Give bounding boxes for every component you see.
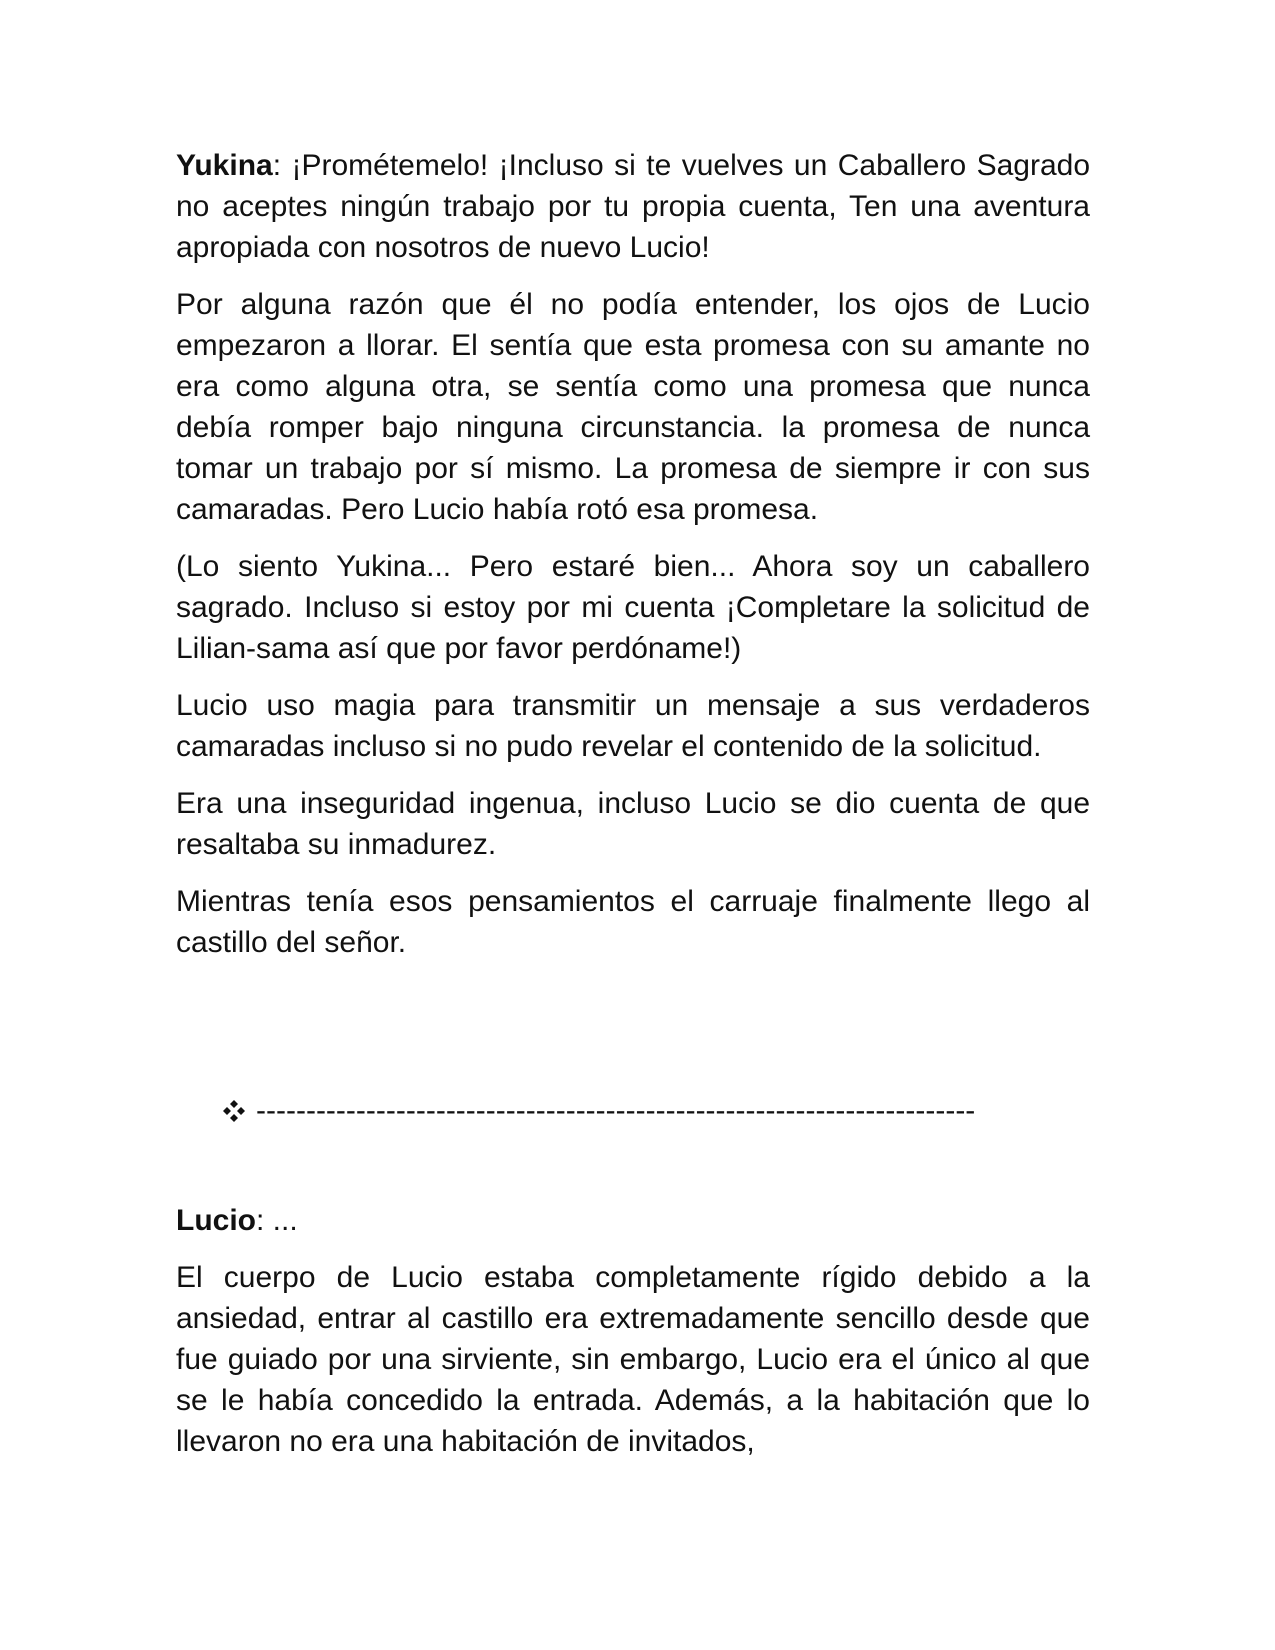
dialogue-lucio bbox=[176, 1200, 1090, 1241]
separator-dashes: ------------------------------------------------------------------------ bbox=[256, 1094, 976, 1127]
speaker-name: Lucio bbox=[176, 1204, 256, 1237]
dialogue-text: : ... bbox=[256, 1204, 298, 1237]
four-diamond-ornament-icon bbox=[222, 1099, 246, 1123]
section-2 bbox=[176, 1200, 1090, 1478]
scene-separator bbox=[222, 1090, 975, 1131]
paragraph: (Lo siento Yukina... Pero estaré bien... Ahora soy un caballero sagrado. Incluso si estoy por mi cuenta ¡Completare la solicitud de Lilian-sama así que por favor perdóname!) bbox=[176, 550, 1090, 665]
section-1 bbox=[176, 145, 1090, 979]
dialogue-text: : ¡Prométemelo! ¡Incluso si te vuelves un Caballero Sagrado no aceptes ningún trabajo por tu propia cuenta, Ten una aventura apropiada con nosotros de nuevo Lucio! bbox=[176, 149, 1090, 264]
paragraph: El cuerpo de Lucio estaba completamente rígido debido a la ansiedad, entrar al castillo era extremadamente sencillo desde que fue guiado por una sirviente, sin embargo, Lucio era el único al que se le había concedido la entrada. Además, a la habitación que lo llevaron no era una habitación de invitados, bbox=[176, 1261, 1090, 1458]
paragraph: Por alguna razón que él no podía entender, los ojos de Lucio empezaron a llorar. El sentía que esta promesa con su amante no era como alguna otra, se sentía como una promesa que nunca debía romper bajo ninguna circunstancia. la promesa de nunca tomar un trabajo por sí mismo. La promesa de siempre ir con sus camaradas. Pero Lucio había rotó esa promesa. bbox=[176, 288, 1090, 526]
dialogue-yukina bbox=[176, 145, 1090, 268]
speaker-name: Yukina bbox=[176, 149, 273, 182]
paragraph: Era una inseguridad ingenua, incluso Lucio se dio cuenta de que resaltaba su inmadurez. bbox=[176, 787, 1090, 861]
paragraph: Lucio uso magia para transmitir un mensaje a sus verdaderos camaradas incluso si no pudo revelar el contenido de la solicitud. bbox=[176, 689, 1090, 763]
paragraph: Mientras tenía esos pensamientos el carruaje finalmente llego al castillo del señor. bbox=[176, 885, 1090, 959]
